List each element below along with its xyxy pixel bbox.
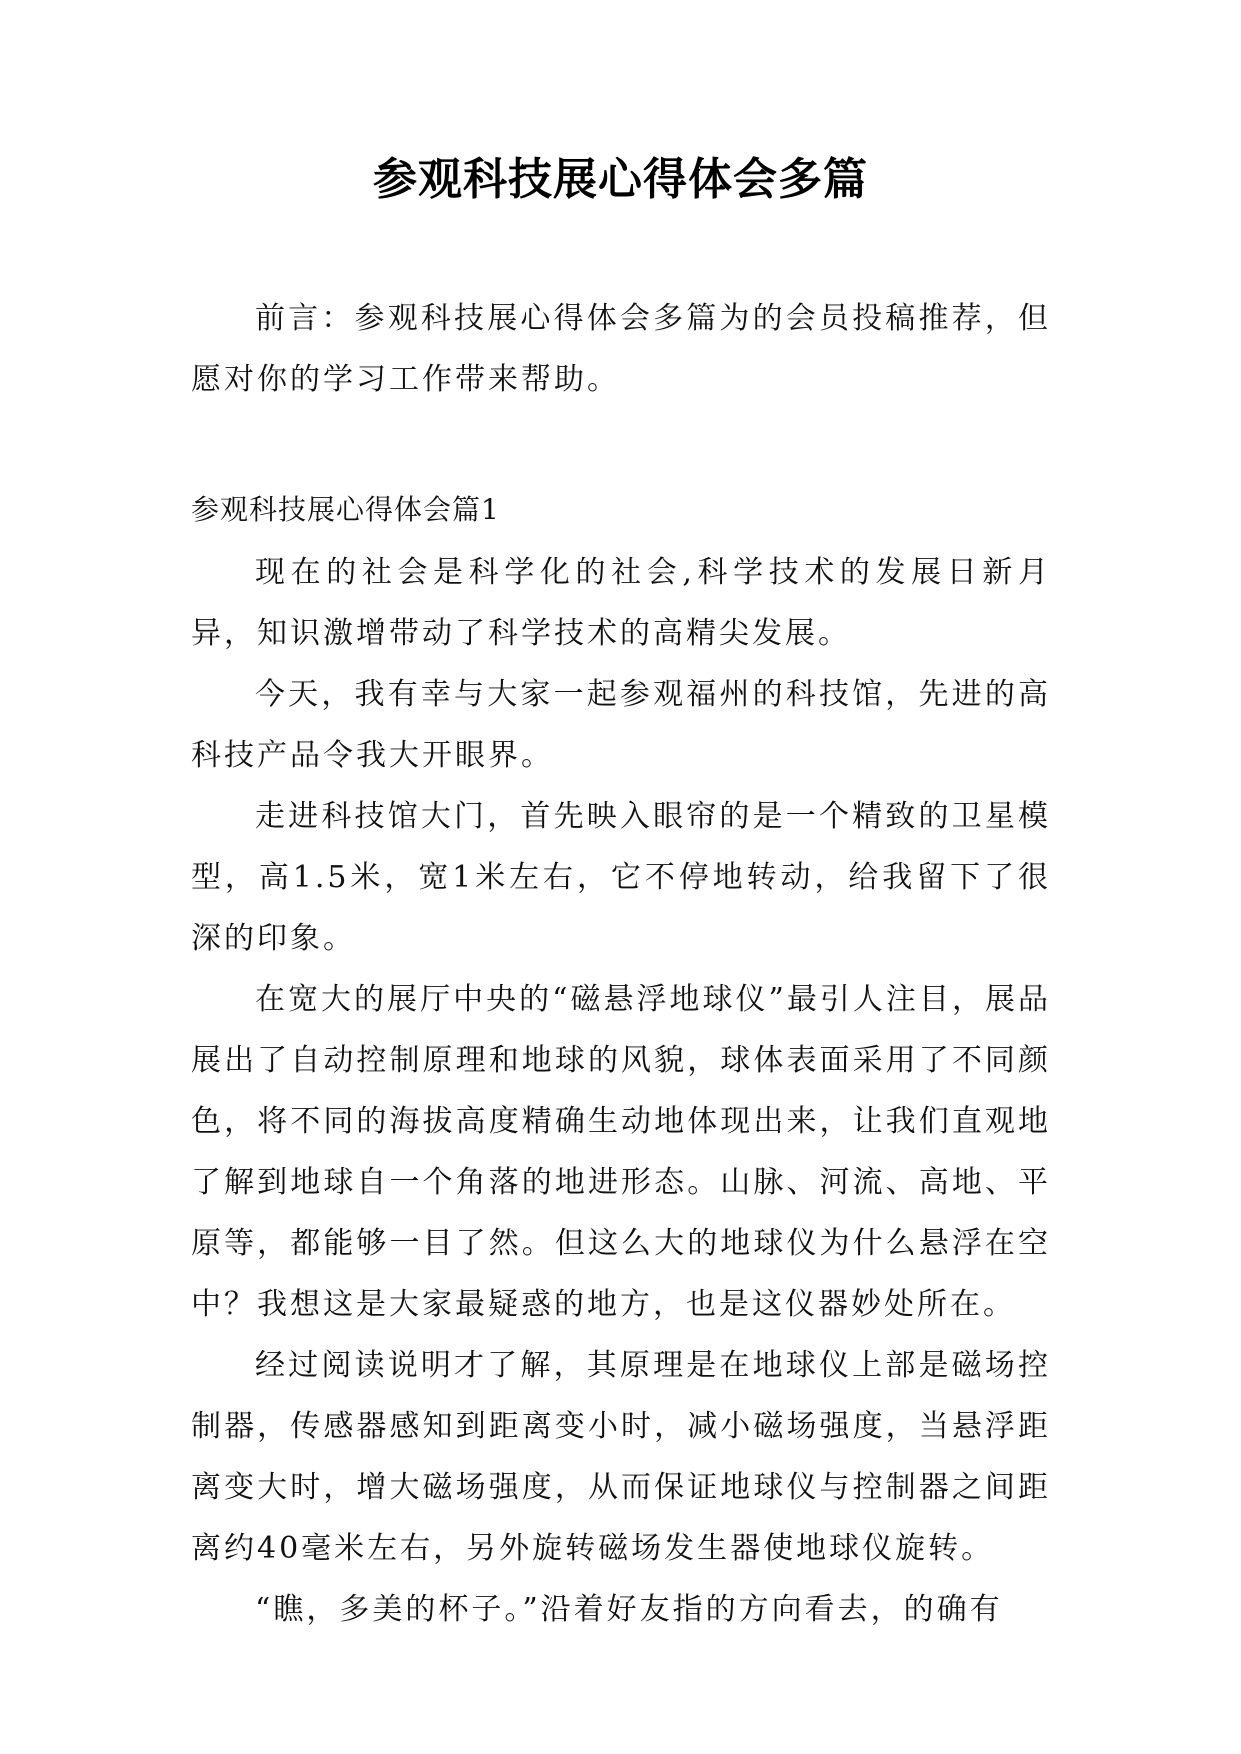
section-heading: 参观科技展心得体会篇1 [191,493,500,526]
body-paragraph: 走进科技馆大门，首先映入眼帘的是一个精致的卫星模型，高1.5米，宽1米左右，它不停地转动，给我留下了很深的印象。 [191,799,1051,956]
body-paragraph: “瞧，多美的杯子。”沿着好友指的方向看去，的确有 [255,1592,1003,1627]
intro-paragraph: 前言：参观科技展心得体会多篇为的会员投稿推荐，但愿对你的学习工作带来帮助。 [191,301,1051,397]
body-paragraph: 在宽大的展厅中央的“磁悬浮地球仪”最引人注目，展品展出了自动控制原理和地球的风貌，球体表面采用了不同颜色，将不同的海拔高度精确生动地体现出来，让我们直观地了解到地球自一个角落的地进形态。山脉、河流、高地、平原等，都能够一目了然。但这么大的地球仪为什么悬浮在空中？我想这是大家最疑惑的地方，也是这仪器妙处所在。 [191,982,1051,1322]
document-title: 参观科技展心得体会多篇 [373,154,868,205]
document-body [191,288,1051,1640]
body-paragraph: 经过阅读说明才了解，其原理是在地球仪上部是磁场控制器，传感器感知到距离变小时，减小磁场强度，当悬浮距离变大时，增大磁场强度，从而保证地球仪与控制器之间距离约40毫米左右，另外旋转磁场发生器使地球仪旋转。 [191,1348,1051,1566]
body-paragraph: 现在的社会是科学化的社会,科学技术的发展日新月异，知识激增带动了科学技术的高精尖发展。 [191,555,1051,651]
body-paragraph: 今天，我有幸与大家一起参观福州的科技馆，先进的高科技产品令我大开眼界。 [191,677,1051,773]
